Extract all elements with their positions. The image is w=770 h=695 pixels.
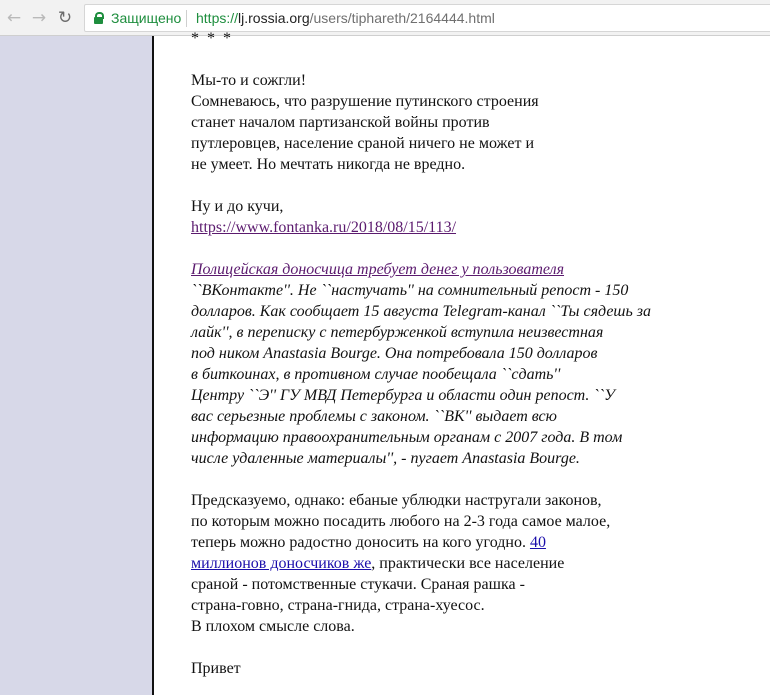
text-line: В плохом смысле слова.	[191, 618, 355, 635]
quote-line: долларов. Как сообщает 15 августа Telegram-канал ``Ты сядешь за	[191, 303, 652, 320]
informers-link-part1[interactable]: 40	[529, 534, 546, 551]
text-line: станет началом партизанской войны против	[191, 114, 490, 131]
quote-line: лайк'', в переписку с петербурженкой вступила неизвестная	[191, 324, 604, 341]
url-text[interactable]	[196, 10, 495, 26]
text-line	[191, 553, 766, 574]
sidebar-panel	[0, 36, 152, 695]
reload-icon[interactable]: ↻	[57, 8, 73, 28]
quoted-news	[191, 259, 766, 469]
quote-line: Центру ``Э'' ГУ МВД Петербурга и области один репост. ``У	[191, 387, 615, 404]
url-host: lj.rossia.org	[238, 10, 310, 26]
quote-line: ``ВКонтакте''. Не ``настучать'' на сомнительный репост - 150	[191, 282, 629, 299]
section-separator: * * *	[191, 30, 233, 47]
news-headline-link[interactable]: Полицейская доносчица требует денег у пользователя	[191, 261, 565, 278]
text-line: Мы-то и сожгли!	[191, 72, 307, 89]
fontanka-link[interactable]: https://www.fontanka.ru/2018/08/15/113/	[191, 219, 457, 236]
text-line: Привет	[191, 660, 241, 677]
quote-line: под ником Anastasia Bourge. Она потребовала 150 долларов	[191, 345, 598, 362]
text-line: сраной - потомственные стукачи. Сраная рашка -	[191, 576, 525, 593]
back-icon[interactable]: ←	[6, 8, 22, 28]
text-line: Ну и до кучи,	[191, 198, 284, 215]
url-scheme: https://	[196, 10, 239, 26]
text-line: страна-говно, страна-гнида, страна-хуесос.	[191, 597, 485, 614]
text-segment: , практически все население	[371, 555, 565, 572]
forward-icon[interactable]: →	[31, 8, 47, 28]
quote-line: числе удаленные материалы'', - пугает Anastasia Bourge.	[191, 450, 580, 467]
quote-line: в биткоинах, в противном случае пообещала ``сдать''	[191, 366, 561, 383]
quote-line: информацию правоохранительным органам с 2007 года. В том	[191, 429, 623, 446]
divider	[186, 10, 187, 27]
text-segment: теперь можно радостно доносить на кого угодно.	[191, 534, 530, 551]
quote-line: вас серьезные проблемы с законом. ``ВК'' выдает всю	[191, 408, 557, 425]
text-line: по которым можно посадить любого на 2-3 года самое малое,	[191, 513, 611, 530]
secure-label: Защищено	[111, 10, 182, 26]
text-line: Предсказуемо, однако: ебаные ублюдки настругали законов,	[191, 492, 602, 509]
vertical-divider	[152, 36, 154, 695]
text-line: Сомневаюсь, что разрушение путинского строения	[191, 93, 539, 110]
text-line: не умеет. Но мечтать никогда не вредно.	[191, 156, 466, 173]
text-line	[191, 532, 766, 553]
text-line: путлеровцев, население сраной ничего не может и	[191, 135, 535, 152]
post-body	[191, 28, 766, 679]
informers-link-part2[interactable]: миллионов доносчиков же	[191, 555, 372, 572]
url-path: /users/tiphareth/2164444.html	[309, 10, 495, 26]
lock-icon	[94, 12, 103, 23]
